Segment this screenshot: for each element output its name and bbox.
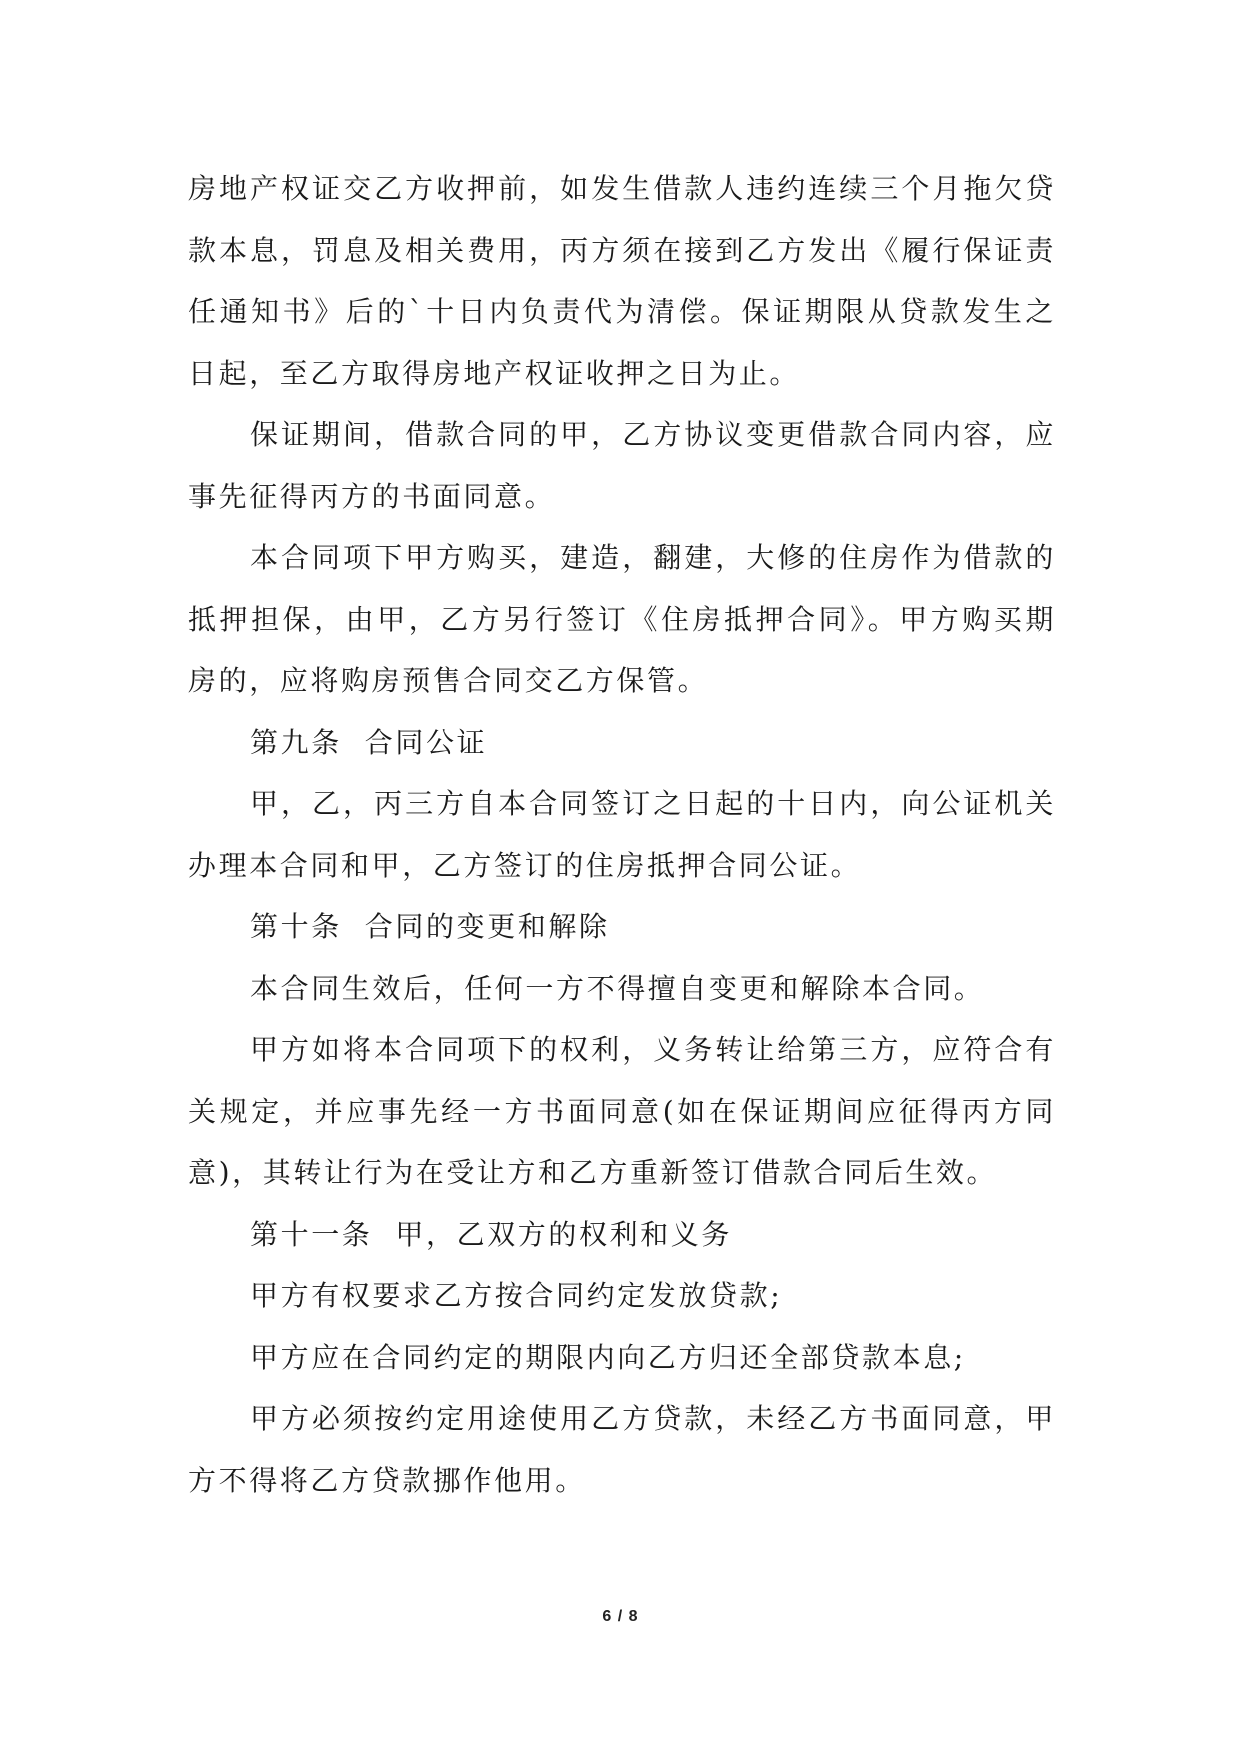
paragraph-transfer-rights: 甲方如将本合同项下的权利，义务转让给第三方，应符合有关规定，并应事先经一方书面同意(如在保证期间应征得丙方同意)，其转让行为在受让方和乙方重新签订借款合同后生效。: [188, 1033, 1056, 1189]
section-heading-article-11: 第十一条 甲，乙双方的权利和义务: [250, 1217, 733, 1251]
document-body: [188, 158, 1056, 1511]
paragraph-repay-loan: 甲方应在合同约定的期限内向乙方归还全部贷款本息;: [250, 1340, 966, 1374]
page-number: 6 / 8: [602, 1608, 639, 1625]
paragraph-guarantee-liability: 房地产权证交乙方收押前，如发生借款人违约连续三个月拖欠贷款本息，罚息及相关费用，丙方须在接到乙方发出《履行保证责任通知书》后的`十日内负责代为清偿。保证期限从贷款发生之日起，至乙方取得房地产权证收押之日为止。: [188, 172, 1056, 390]
paragraph-no-unilateral-change: 本合同生效后，任何一方不得擅自变更和解除本合同。: [250, 971, 985, 1005]
paragraph-loan-purpose: 甲方必须按约定用途使用乙方贷款，未经乙方书面同意，甲方不得将乙方贷款挪作他用。: [188, 1402, 1056, 1497]
paragraph-notarization: 甲，乙，丙三方自本合同签订之日起的十日内，向公证机关办理本合同和甲，乙方签订的住房抵押合同公证。: [188, 787, 1056, 882]
paragraph-mortgage-guarantee: 本合同项下甲方购买，建造，翻建，大修的住房作为借款的抵押担保，由甲，乙方另行签订《住房抵押合同》。甲方购买期房的，应将购房预售合同交乙方保管。: [188, 541, 1056, 697]
paragraph-right-to-loan: 甲方有权要求乙方按合同约定发放贷款;: [250, 1279, 783, 1312]
paragraph-guarantee-period-change: 保证期间，借款合同的甲，乙方协议变更借款合同内容，应事先征得丙方的书面同意。: [188, 418, 1056, 513]
section-heading-article-10: 第十条 合同的变更和解除: [250, 910, 610, 943]
section-heading-article-9: 第九条 合同公证: [250, 725, 488, 759]
